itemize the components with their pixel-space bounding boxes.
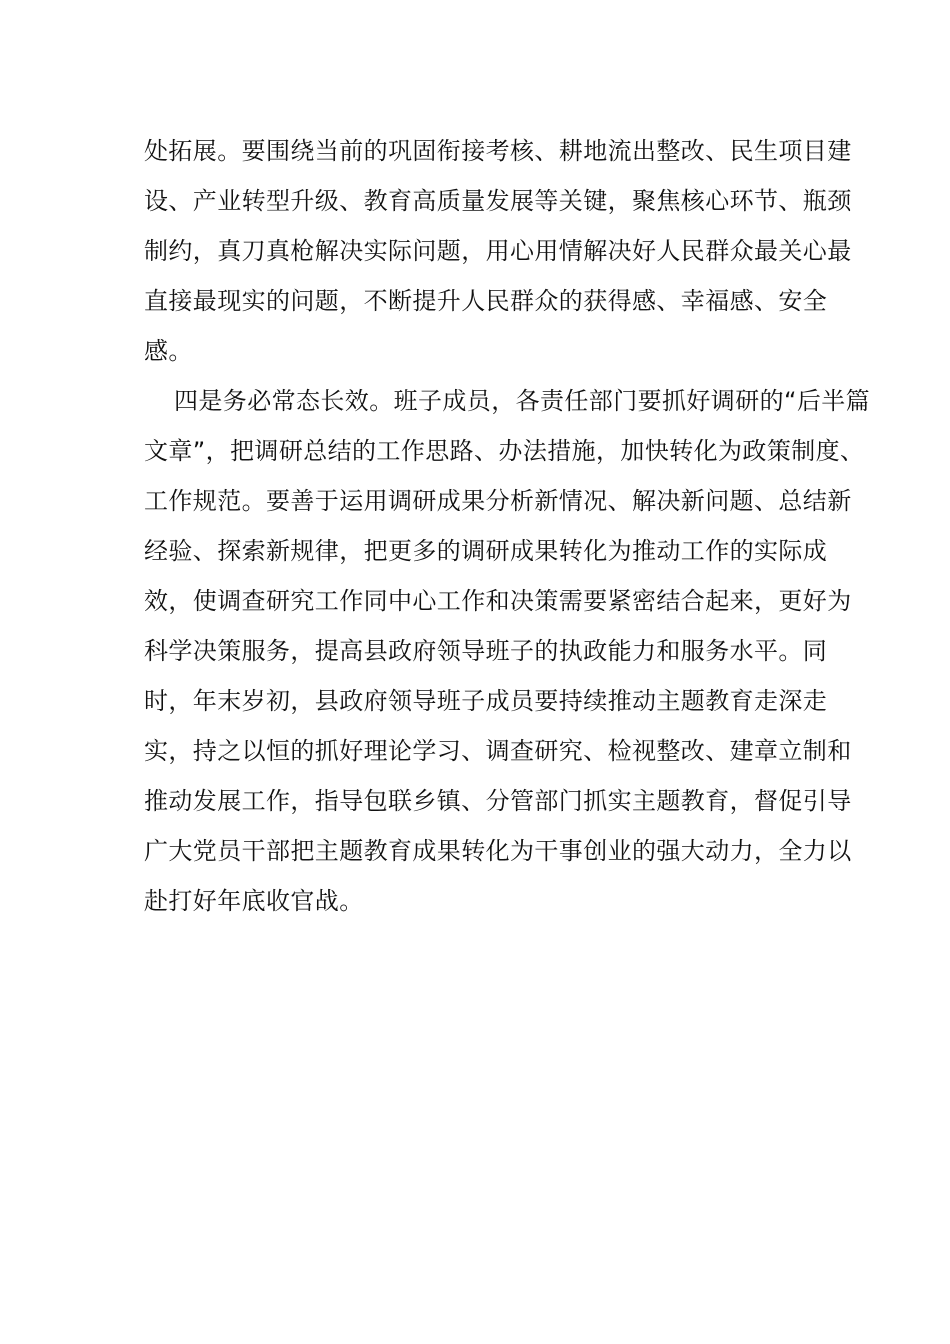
text-line: 经验、探索新规律，把更多的调研成果转化为推动工作的实际成 [144,537,828,565]
text-line: 科学决策服务，提高县政府领导班子的执政能力和服务水平。同 [144,637,828,665]
text-line: 文章”，把调研总结的工作思路、办法措施，加快转化为政策制度、 [144,437,865,465]
text-line: 实，持之以恒的抓好理论学习、调查研究、检视整改、建章立制和 [144,737,852,765]
text-line: 设、产业转型升级、教育高质量发展等关键，聚焦核心环节、瓶颈 [144,187,852,215]
text-line: 工作规范。要善于运用调研成果分析新情况、解决新问题、总结新 [144,487,852,515]
text-line: 效，使调查研究工作同中心工作和决策需要紧密结合起来，更好为 [144,587,852,615]
text-line: 推动发展工作，指导包联乡镇、分管部门抓实主题教育，督促引导 [144,787,852,815]
text-line: 时，年末岁初，县政府领导班子成员要持续推动主题教育走深走 [144,687,828,715]
text-line: 处拓展。要围绕当前的巩固衔接考核、耕地流出整改、民生项目建 [144,137,852,165]
text-line: 赴打好年底收官战。 [144,887,364,915]
text-line: 直接最现实的问题，不断提升人民群众的获得感、幸福感、安全 [144,287,828,315]
text-line: 四是务必常态长效。班子成员，各责任部门要抓好调研的“后半篇 [174,387,871,415]
text-line: 感。 [144,337,193,365]
text-line: 广大党员干部把主题教育成果转化为干事创业的强大动力，全力以 [144,837,852,865]
paragraph-2 [144,376,871,926]
paragraph-1 [144,126,852,376]
document-body [144,126,871,926]
text-line: 制约，真刀真枪解决实际问题，用心用情解决好人民群众最关心最 [144,237,852,265]
